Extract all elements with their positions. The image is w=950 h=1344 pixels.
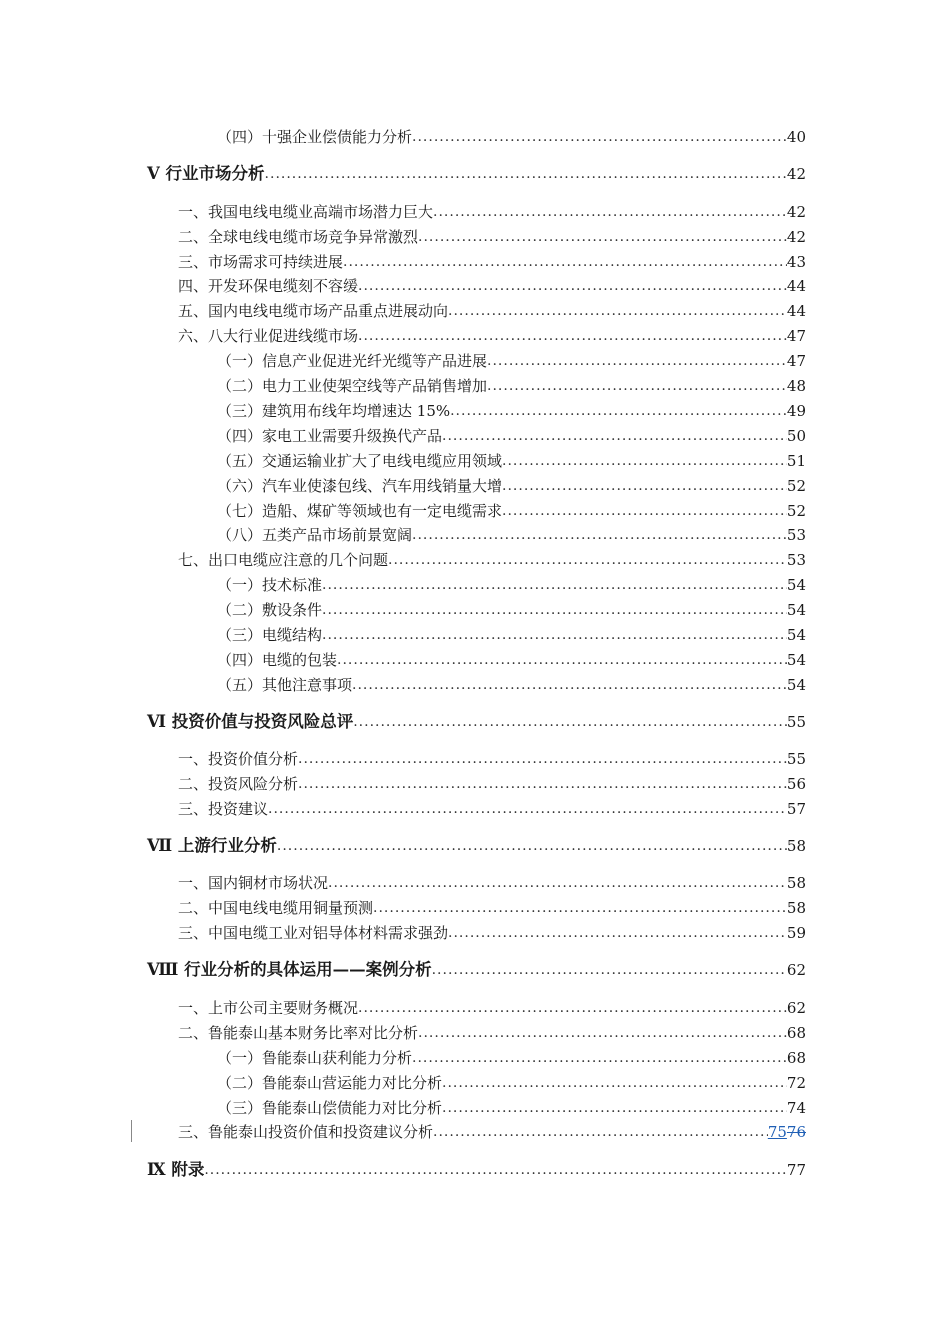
toc-entry-label: （二）鲁能泰山营运能力对比分析 [217,1074,443,1092]
toc-entry[interactable] [217,1098,806,1118]
toc-chapter[interactable] [147,164,806,184]
toc-page-number: 56 [786,775,806,793]
toc-entry[interactable] [178,898,806,918]
dot-leader [418,1023,787,1043]
toc-entry-label: 二、中国电线电缆用铜量预测 [178,899,374,917]
dot-leader [352,675,787,695]
dot-leader [502,501,787,521]
dot-leader [358,326,787,346]
dot-leader [502,451,787,471]
toc-entry[interactable] [178,774,806,794]
toc-entry-label: （三）鲁能泰山偿债能力对比分析 [217,1099,443,1117]
toc-entry-label: 四、开发环保电缆刻不容缓 [178,277,359,295]
toc-entry[interactable] [217,127,806,147]
toc-entry-label: （四）家电工业需要升级换代产品 [217,427,443,445]
inserted-page-number: 75 [767,1123,787,1141]
toc-entry-label: 六、八大行业促进线缆市场 [178,327,359,345]
toc-page-number: 47 [786,352,806,370]
toc-entry[interactable] [178,749,806,769]
toc-entry[interactable] [217,451,806,471]
deleted-page-number: 76 [786,1123,806,1141]
toc-entry-label: 三、中国电缆工业对铝导体材料需求强劲 [178,924,449,942]
toc-page-number: 42 [786,228,806,246]
toc-entry[interactable] [178,923,806,943]
dot-leader [298,774,787,794]
toc-entry[interactable] [217,625,806,645]
dot-leader [442,426,787,446]
toc-entry-label: （四）电缆的包装 [217,651,338,669]
toc-entry-label: （二）电力工业使架空线等产品销售增加 [217,377,488,395]
toc-page-number: 50 [786,427,806,445]
toc-entry-label: （三）建筑用布线年均增速达 15% [217,402,451,420]
dot-leader [322,625,787,645]
toc-entry[interactable] [217,1073,806,1093]
toc-chapter-label: Ⅵ 投资价值与投资风险总评 [147,712,354,731]
dot-leader [268,799,787,819]
dot-leader [277,836,787,856]
toc-page-number: 57 [786,800,806,818]
toc-page-number: 49 [786,402,806,420]
toc-entry-label: 一、上市公司主要财务概况 [178,999,359,1017]
dot-leader [388,550,787,570]
toc-page-number: 68 [786,1024,806,1042]
toc-entry-label: （一）技术标准 [217,576,323,594]
toc-page-number: 58 [786,874,806,892]
dot-leader [204,1160,787,1180]
toc-chapter-label: Ⅷ 行业分析的具体运用——案例分析 [147,960,432,979]
toc-page-number: 58 [786,899,806,917]
toc-entry[interactable] [217,525,806,545]
toc-chapter[interactable] [147,712,806,732]
toc-entry[interactable] [178,799,806,819]
toc-page-number: 53 [786,526,806,544]
dot-leader [448,923,787,943]
toc-entry[interactable] [178,252,806,272]
toc-chapter[interactable] [147,1160,806,1180]
toc-entry[interactable] [178,301,806,321]
toc-page-number: 54 [786,651,806,669]
dot-leader [322,575,787,595]
toc-page-number: 68 [786,1049,806,1067]
toc-chapter[interactable] [147,836,806,856]
toc-chapter-label: Ⅶ 上游行业分析 [147,836,277,855]
toc-entry[interactable] [178,326,806,346]
dot-leader [448,301,787,321]
dot-leader [353,712,787,732]
dot-leader [487,351,787,371]
toc-entry[interactable] [178,998,806,1018]
toc-entry[interactable] [178,202,806,222]
toc-page-number: 54 [786,626,806,644]
toc-entry-label: 五、国内电线电缆市场产品重点进展动向 [178,302,449,320]
dot-leader [265,164,787,184]
toc-page-number: 55 [786,750,806,768]
toc-entry[interactable] [217,401,806,421]
toc-entry[interactable] [178,1122,806,1142]
toc-page-number: 52 [786,477,806,495]
toc-entry-label: 七、出口电缆应注意的几个问题 [178,551,389,569]
toc-page-number: 54 [786,676,806,694]
toc-entry[interactable] [217,501,806,521]
toc-page-number-revised [768,1122,806,1142]
toc-entry-label: 二、全球电线电缆市场竞争异常激烈 [178,228,419,246]
toc-entry[interactable] [178,227,806,247]
toc-entry[interactable] [217,600,806,620]
dot-leader [322,600,787,620]
toc-chapter-label: Ⅸ 附录 [147,1160,205,1179]
dot-leader [343,252,787,272]
toc-page-number: 47 [786,327,806,345]
toc-entry[interactable] [217,376,806,396]
dot-leader [412,127,787,147]
toc-entry[interactable] [217,575,806,595]
toc-entry-label: （七）造船、煤矿等领域也有一定电缆需求 [217,502,503,520]
toc-page-number: 40 [786,128,806,146]
dot-leader [358,276,787,296]
dot-leader [487,376,787,396]
toc-page-number: 54 [786,601,806,619]
toc-page-number: 42 [786,203,806,221]
toc-entry-label: 一、投资价值分析 [178,750,299,768]
toc-entry-label: 一、我国电线电缆业高端市场潜力巨大 [178,203,434,221]
toc-entry-label: （五）交通运输业扩大了电线电缆应用领域 [217,452,503,470]
revision-change-bar [131,1120,132,1142]
toc-page-number: 77 [786,1161,806,1179]
toc-entry-label: 三、鲁能泰山投资价值和投资建议分析 [178,1123,434,1141]
toc-entry[interactable] [217,675,806,695]
toc-entry[interactable] [217,351,806,371]
toc-entry-label: （三）电缆结构 [217,626,323,644]
toc-entry-label: （八）五类产品市场前景宽阔 [217,526,413,544]
toc-entry-label: （四）十强企业偿债能力分析 [217,128,413,146]
dot-leader [412,1048,787,1068]
toc-entry-label: （六）汽车业使漆包线、汽车用线销量大增 [217,477,503,495]
toc-page-number: 58 [786,837,806,855]
toc-entry-label: 三、市场需求可持续进展 [178,253,344,271]
toc-page-number: 48 [786,377,806,395]
toc-page-number: 52 [786,502,806,520]
dot-leader [412,525,787,545]
dot-leader [373,898,787,918]
toc-page-number: 43 [786,253,806,271]
dot-leader [450,401,787,421]
toc-entry-label: （五）其他注意事项 [217,676,353,694]
toc-entry[interactable] [217,1048,806,1068]
toc-chapter-label: Ⅴ 行业市场分析 [147,164,265,183]
dot-leader [358,998,787,1018]
toc-page-number: 51 [786,452,806,470]
toc-entry[interactable] [217,650,806,670]
toc-entry-label: 一、国内铜材市场状况 [178,874,329,892]
toc-entry-label: 二、投资风险分析 [178,775,299,793]
dot-leader [433,202,787,222]
dot-leader [442,1098,787,1118]
toc-page-number: 44 [786,277,806,295]
toc-page-number: 62 [786,999,806,1017]
dot-leader [433,1122,768,1142]
toc-entry[interactable] [217,426,806,446]
toc-chapter[interactable] [147,960,806,980]
dot-leader [418,227,787,247]
toc-entry[interactable] [217,476,806,496]
toc-page-number: 54 [786,576,806,594]
dot-leader [432,960,787,980]
toc-page-number: 42 [786,165,806,183]
toc-entry[interactable] [178,873,806,893]
toc-page-number: 62 [786,961,806,979]
toc-entry-label: 三、投资建议 [178,800,269,818]
toc-entry-label: （二）敷设条件 [217,601,323,619]
toc-entry[interactable] [178,276,806,296]
toc-page-number: 55 [786,713,806,731]
toc-entry[interactable] [178,1023,806,1043]
dot-leader [337,650,787,670]
toc-page-number: 74 [786,1099,806,1117]
dot-leader [298,749,787,769]
toc-entry-label: （一）鲁能泰山获利能力分析 [217,1049,413,1067]
toc-page-number: 44 [786,302,806,320]
toc-entry-label: 二、鲁能泰山基本财务比率对比分析 [178,1024,419,1042]
toc-entry[interactable] [178,550,806,570]
dot-leader [502,476,787,496]
toc-page-number: 72 [786,1074,806,1092]
dot-leader [328,873,787,893]
toc-page-number: 59 [786,924,806,942]
toc-page-number: 53 [786,551,806,569]
dot-leader [442,1073,787,1093]
toc-entry-label: （一）信息产业促进光纤光缆等产品进展 [217,352,488,370]
